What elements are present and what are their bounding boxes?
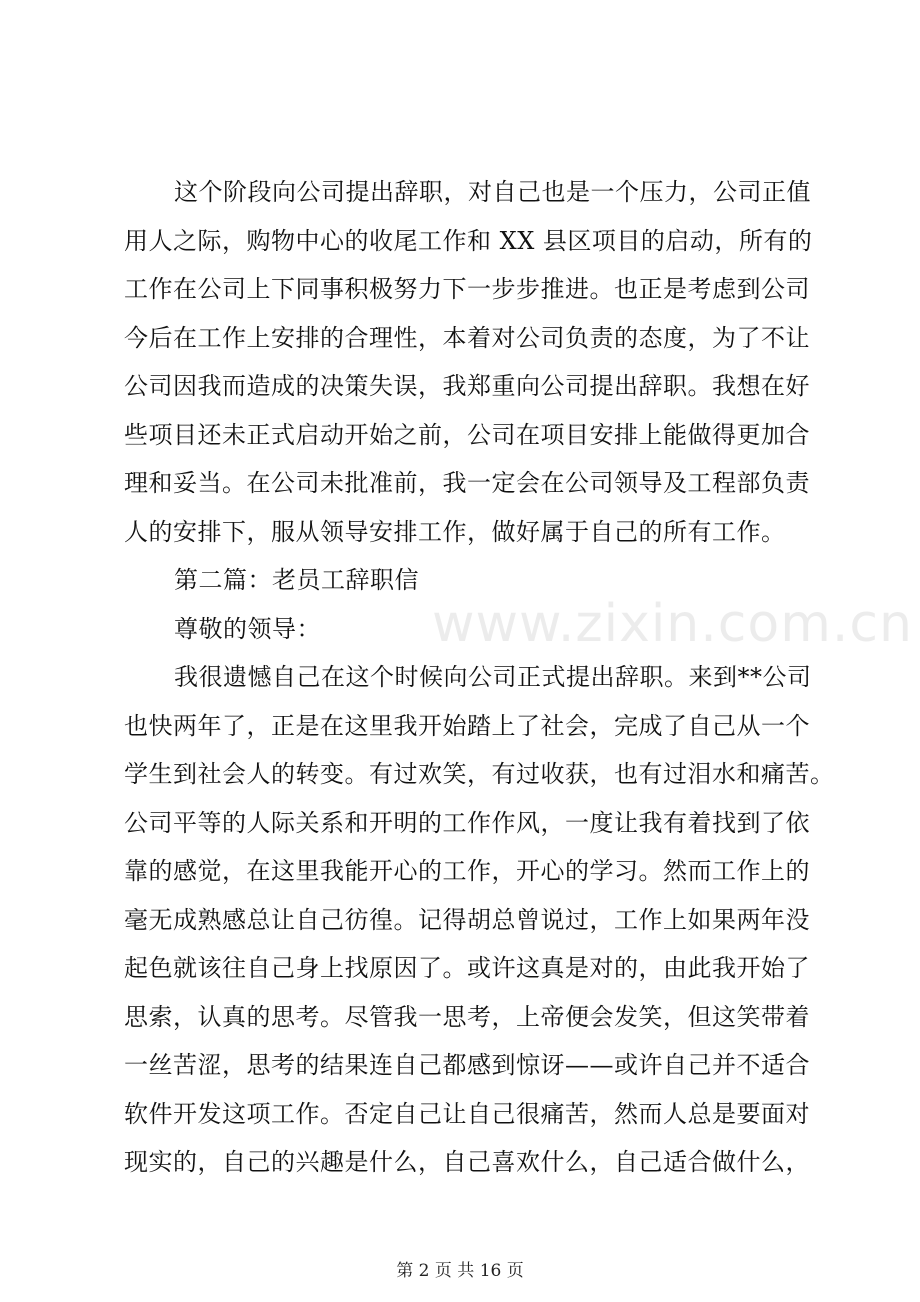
text-line: 第二篇：老员工辞职信 — [174, 566, 419, 594]
document-body — [124, 168, 835, 1187]
text-line: 起色就该往自己身上找原因了。或许这真是对的，由此我开始了 — [124, 954, 810, 982]
page-footer: 第 2 页 共 16 页 — [396, 1261, 524, 1281]
text-line: 软件开发这项工作。否定自己让自己很痛苦，然而人总是要面对 — [124, 1099, 810, 1128]
text-line: 现实的，自己的兴趣是什么，自己喜欢什么，自己适合做什么， — [124, 1148, 810, 1176]
text-line: 些项目还未正式启动开始之前，公司在项目安排上能做得更加合 — [124, 420, 810, 449]
text-line: 人的安排下，服从领导安排工作，做好属于自己的所有工作。 — [124, 517, 786, 546]
text-line: 一丝苦涩，思考的结果连自己都感到惊讶——或许自己并不适合 — [124, 1051, 810, 1079]
text-line: 这个阶段向公司提出辞职，对自己也是一个压力，公司正值 — [174, 178, 811, 206]
text-line: 毫无成熟感总让自己彷徨。记得胡总曾说过，工作上如果两年没 — [124, 905, 810, 934]
text-line: 公司平等的人际关系和开明的工作作风，一度让我有着找到了依 — [124, 808, 810, 837]
text-line: 公司因我而造成的决策失误，我郑重向公司提出辞职。我想在好 — [124, 372, 810, 400]
text-line: 思索，认真的思考。尽管我一思考，上帝便会发笑，但这笑带着 — [124, 1002, 810, 1031]
text-line: 用人之际，购物中心的收尾工作和 XX 县区项目的启动，所有的 — [124, 226, 813, 255]
text-line: 工作在公司上下同事积极努力下一步步推进。也正是考虑到公司 — [124, 275, 810, 303]
text-line: 学生到社会人的转变。有过欢笑，有过收获，也有过泪水和痛苦。 — [124, 760, 835, 788]
watermark-logo: www.zixin.com.cn — [432, 594, 913, 654]
text-line: 也快两年了，正是在这里我开始踏上了社会，完成了自己从一个 — [124, 711, 810, 740]
text-line: 我很遗憾自己在这个时候向公司正式提出辞职。来到**公司 — [174, 663, 812, 691]
text-line: 今后在工作上安排的合理性，本着对公司负责的态度，为了不让 — [124, 323, 810, 352]
text-line: 靠的感觉，在这里我能开心的工作，开心的学习。然而工作上的 — [124, 857, 810, 885]
text-line: 理和妥当。在公司未批准前，我一定会在公司领导及工程部负责 — [124, 469, 810, 497]
text-line: 尊敬的领导： — [174, 614, 321, 643]
